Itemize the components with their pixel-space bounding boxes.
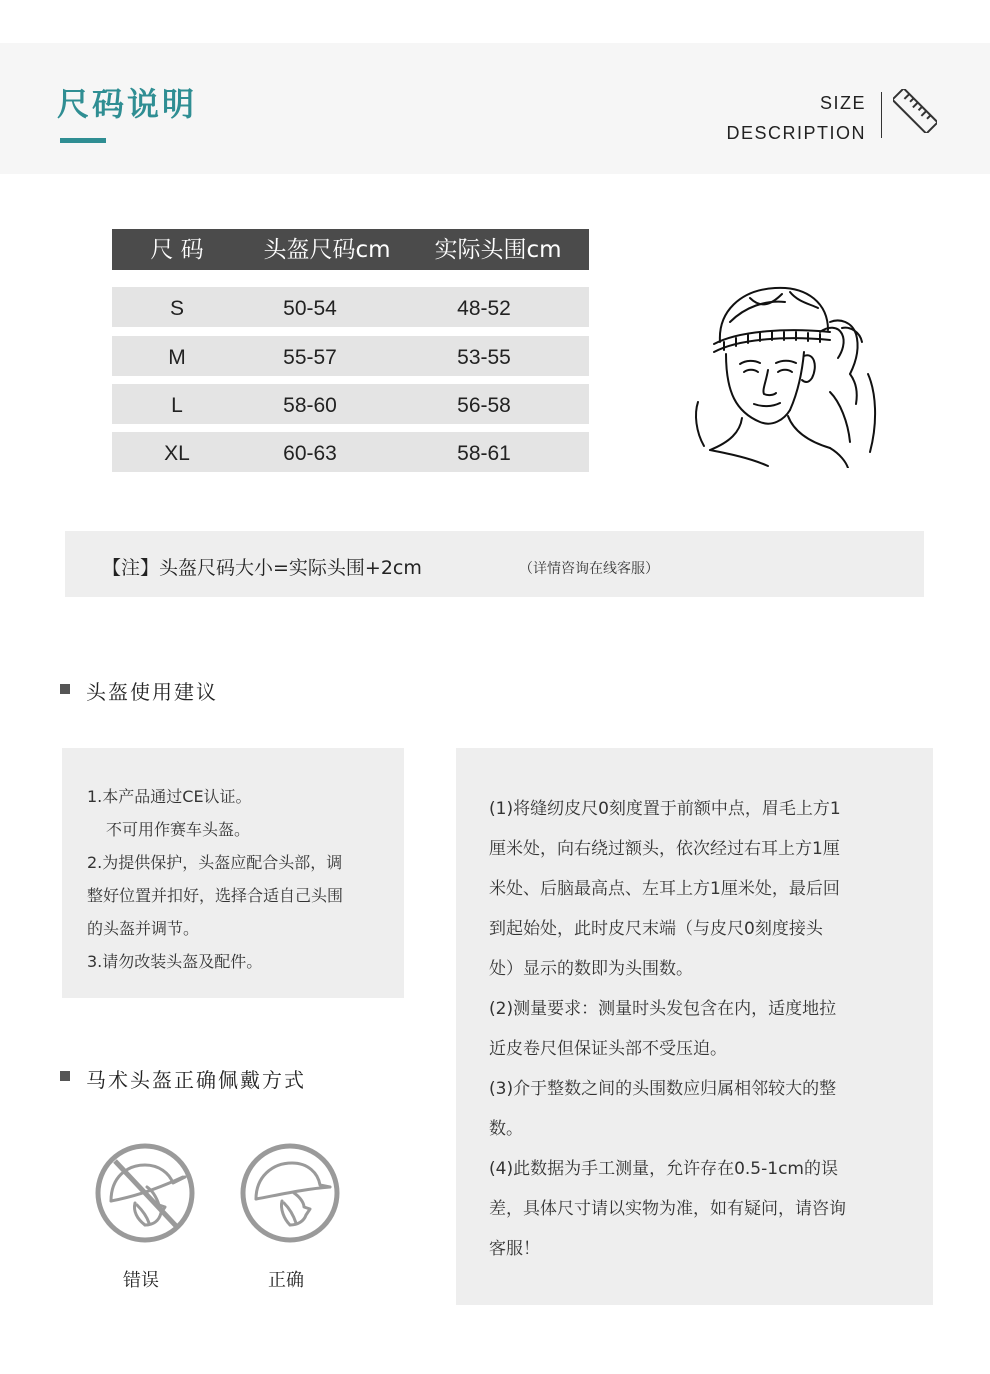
size-table-header <box>112 229 589 270</box>
measure-line: 数。 <box>489 1119 523 1139</box>
table-row <box>112 432 589 472</box>
measure-line: 处）显示的数即为头围数。 <box>489 959 693 979</box>
usage-line: 2.为提供保护，头盔应配合头部，调 <box>87 853 343 872</box>
section-bullet-square <box>60 1071 70 1081</box>
measure-line: 厘米处，向右绕过额头，依次经过右耳上方1厘 <box>489 839 840 859</box>
column-header-head-circumference: 实际头围cm <box>434 237 562 263</box>
cell-head: 56-58 <box>457 394 511 417</box>
measure-line: (1)将缝纫皮尺0刻度置于前额中点，眉毛上方1 <box>489 799 841 819</box>
note-main-text: 【注】头盔尺码大小=实际头围+2cm <box>102 557 422 579</box>
cell-size: XL <box>164 442 190 465</box>
usage-line: 3.请勿改装头盔及配件。 <box>87 952 263 971</box>
measure-line: 米处、后脑最高点、左耳上方1厘米处，最后回 <box>489 879 840 899</box>
usage-line: 整好位置并扣好，选择合适自己头围 <box>87 886 344 905</box>
usage-line: 1.本产品通过CE认证。 <box>87 787 252 806</box>
cell-helmet: 60-63 <box>283 442 337 465</box>
usage-line: 不可用作赛车头盔。 <box>106 820 251 839</box>
cell-head: 53-55 <box>457 346 511 369</box>
correct-label: 正确 <box>268 1270 304 1291</box>
measure-line: (4)此数据为手工测量，允许存在0.5-1cm的误 <box>489 1159 838 1179</box>
measure-line: 客服！ <box>489 1239 540 1259</box>
cell-helmet: 55-57 <box>283 346 337 369</box>
measure-line: (3)介于整数之间的头围数应归属相邻较大的整 <box>489 1079 837 1099</box>
page-title: 尺码说明 <box>57 85 198 123</box>
ruler-icon <box>893 89 937 133</box>
size-description-label <box>726 88 866 148</box>
usage-section-title: 头盔使用建议 <box>86 680 218 704</box>
column-header-helmet-size: 头盔尺码cm <box>263 237 391 263</box>
cell-size: S <box>169 297 184 320</box>
cell-helmet: 58-60 <box>283 394 337 417</box>
wrong-label: 错误 <box>123 1270 159 1291</box>
cell-helmet: 50-54 <box>283 297 337 320</box>
size-en-line2: DESCRIPTION <box>726 123 866 143</box>
title-underline <box>60 138 106 143</box>
cell-size: M <box>168 346 186 369</box>
table-row <box>112 384 589 424</box>
measurement-panel <box>456 748 933 1305</box>
section-bullet-square <box>60 684 70 694</box>
measure-line: 到起始处，此时皮尺末端（与皮尺0刻度接头 <box>489 919 823 939</box>
wearing-section-title: 马术头盔正确佩戴方式 <box>86 1068 306 1092</box>
note-sub-text: （详情咨询在线客服） <box>519 561 659 577</box>
cell-size: L <box>171 394 183 417</box>
size-en-line1: SIZE <box>819 93 866 113</box>
correct-wearing-icon <box>238 1141 342 1245</box>
header-divider <box>881 92 882 138</box>
cell-head: 48-52 <box>457 297 511 320</box>
cell-head: 58-61 <box>457 442 511 465</box>
usage-line: 的头盔并调节。 <box>87 919 200 938</box>
measure-line: 差，具体尺寸请以实物为准，如有疑问，请咨询 <box>489 1199 846 1219</box>
head-measuring-illustration <box>690 282 892 468</box>
table-row <box>112 336 589 376</box>
measure-line: 近皮卷尺但保证头部不受压迫。 <box>489 1039 727 1059</box>
measure-line: (2)测量要求：测量时头发包含在内，适度地拉 <box>489 999 837 1019</box>
wrong-wearing-icon <box>93 1141 197 1245</box>
column-header-size: 尺 码 <box>150 237 204 263</box>
table-row <box>112 287 589 327</box>
